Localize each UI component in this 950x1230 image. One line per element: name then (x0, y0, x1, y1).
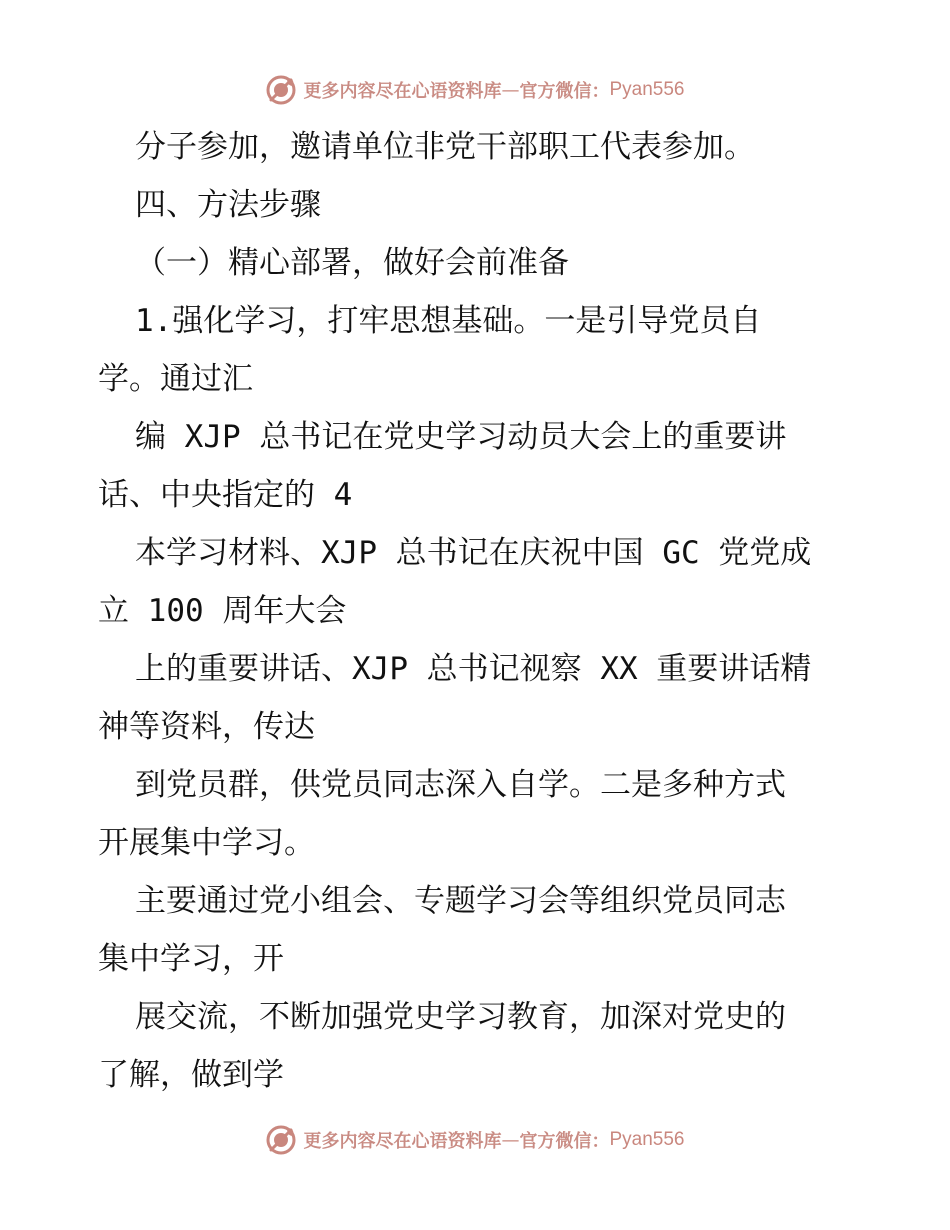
text-line: 开展集中学习。 (98, 825, 315, 861)
text-line: 话、中央指定的 4 (98, 477, 353, 513)
watermark-dash: — (501, 79, 520, 101)
text-line: 了解，做到学 (98, 1057, 284, 1093)
subsection-heading: （一）精心部署，做好会前准备 (135, 245, 569, 281)
text-line: 1.强化学习，打牢思想基础。一是引导党员自 (135, 303, 762, 339)
text-line: 集中学习，开 (98, 941, 284, 977)
watermark-site-text: 更多内容尽在心语资料库 (303, 1131, 502, 1152)
text-line: 立 100 周年大会 (98, 593, 347, 629)
watermark-wechat-id: Pyan556 (609, 1129, 685, 1150)
watermark-wechat-id: Pyan556 (609, 79, 685, 100)
text-line: 上的重要讲话、XJP 总书记视察 XX 重要讲话精 (135, 651, 812, 687)
text-line: 编 XJP 总书记在党史学习动员大会上的重要讲 (135, 419, 787, 455)
text-line: 本学习材料、XJP 总书记在庆祝中国 GC 党党成 (135, 535, 812, 571)
text-line: 到党员群，供党员同志深入自学。二是多种方式 (135, 767, 786, 803)
document-body (98, 118, 868, 1104)
quill-circle-logo-icon (265, 1124, 297, 1156)
watermark-contact-label: 官方微信： (519, 81, 610, 102)
header-watermark (0, 70, 950, 110)
quill-circle-logo-icon (265, 74, 297, 106)
text-line: 神等资料，传达 (98, 709, 315, 745)
text-line: 学。通过汇 (98, 361, 253, 397)
watermark-site-text: 更多内容尽在心语资料库 (303, 81, 502, 102)
text-line: 主要通过党小组会、专题学习会等组织党员同志 (135, 883, 786, 919)
section-heading: 四、方法步骤 (135, 187, 321, 223)
watermark-dash: — (501, 1129, 520, 1151)
footer-watermark (0, 1120, 950, 1160)
text-line: 分子参加，邀请单位非党干部职工代表参加。 (135, 129, 755, 165)
watermark-contact-label: 官方微信： (519, 1131, 610, 1152)
text-line: 展交流，不断加强党史学习教育，加深对党史的 (135, 999, 786, 1035)
